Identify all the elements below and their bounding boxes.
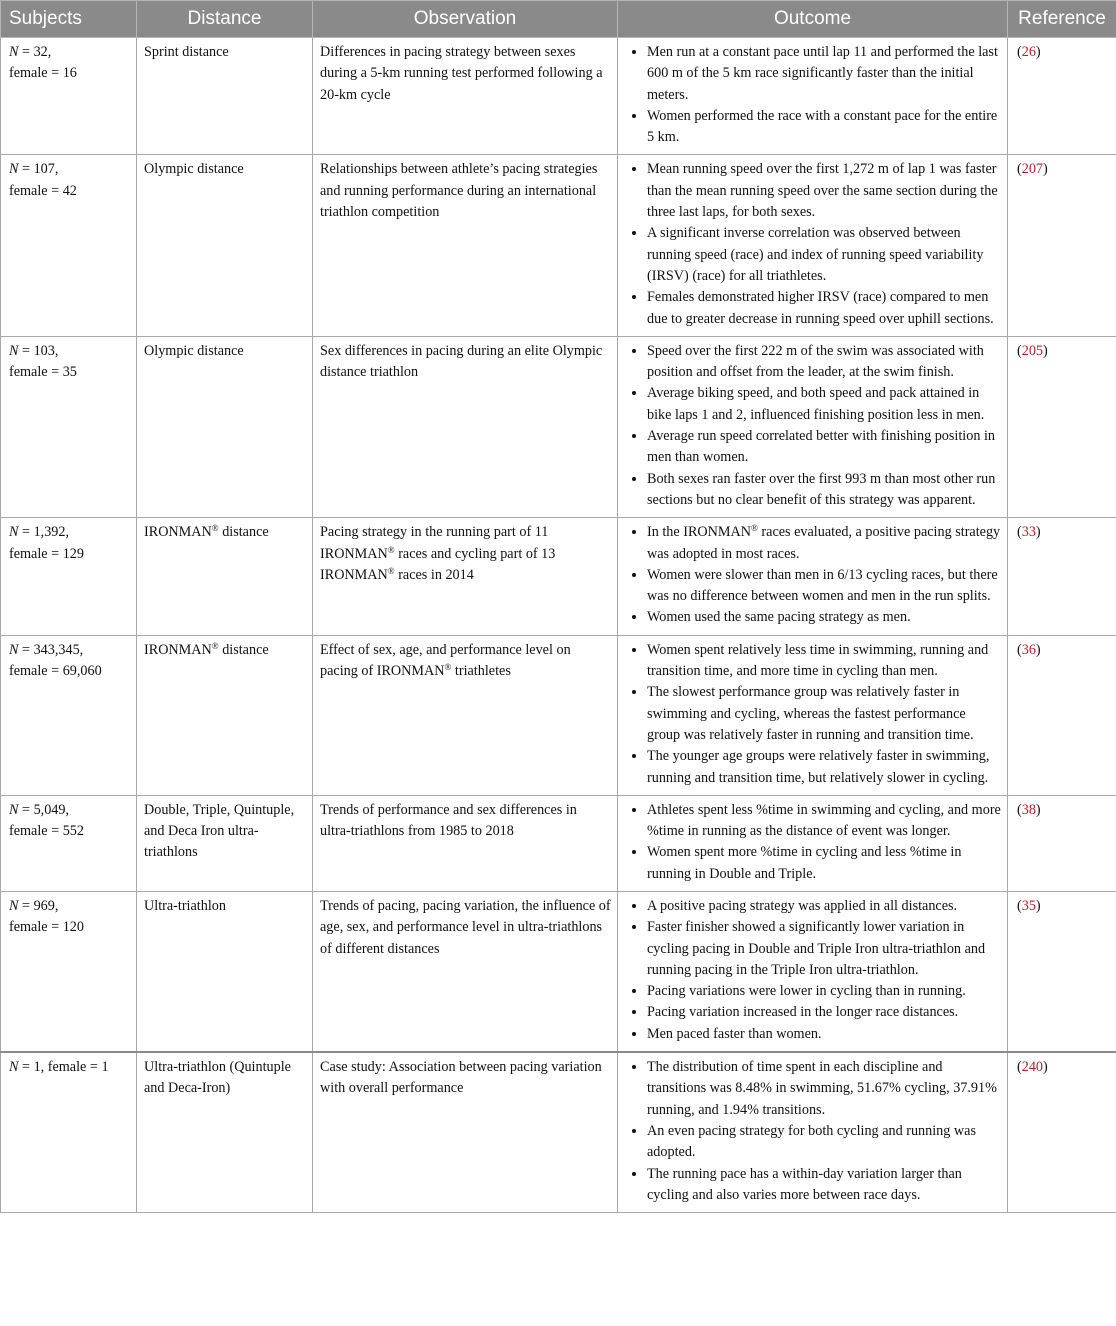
outcome-text: The slowest performance group was relatively faster in swimming and cycling, whereas the fastest performance group was relatively faster in running and transition time.: [647, 684, 974, 743]
n-symbol: N: [9, 641, 19, 658]
reference-link[interactable]: 38: [1021, 801, 1036, 818]
subjects-female: female = 42: [9, 182, 77, 199]
outcome-item: [647, 565, 1001, 608]
reference-paren-close: ): [1035, 897, 1041, 914]
outcome-cell: [618, 635, 1008, 795]
subjects-cell: [1, 155, 137, 336]
reference-paren-open: (: [1017, 342, 1022, 359]
reference-cell: [1008, 795, 1116, 891]
observation-text: Pacing strategy in the running part of 11 IRONMAN: [320, 524, 549, 562]
reference-paren-open: (: [1017, 897, 1022, 914]
subjects-count: = 1,392,: [18, 524, 70, 541]
distance-text: Sprint distance: [144, 44, 229, 60]
registered-mark: ®: [387, 544, 395, 555]
observation-cell: [313, 795, 618, 891]
outcome-text: Women spent more %time in cycling and less %time in running in Double and Triple.: [647, 844, 962, 882]
outcome-text: Both sexes ran faster over the first 993 m than most other run sections but no clear benefit of this strategy was apparent.: [647, 470, 996, 508]
subjects-count: = 5,049,: [18, 801, 70, 818]
observation-text: Trends of pacing, pacing variation, the influence of age, sex, and performance level in ultra-triathlons of different distances: [320, 897, 611, 957]
header-subjects: Subjects: [1, 1, 137, 38]
distance-cell: [137, 891, 313, 1052]
reference-paren-close: ): [1035, 524, 1041, 541]
outcome-cell: [618, 518, 1008, 635]
reference-paren-close: ): [1043, 161, 1048, 178]
outcome-item: [647, 159, 1001, 223]
outcome-list: [625, 896, 1001, 1045]
n-symbol: N: [9, 1059, 19, 1076]
outcome-item: [647, 981, 1001, 1002]
observation-text: races and cycling part of 13 IRONMAN: [320, 545, 556, 583]
outcome-text: Women were slower than men in 6/13 cycling races, but there was no difference between women and men in the run splits.: [647, 566, 998, 605]
outcome-item: [647, 287, 1001, 330]
outcome-text: A significant inverse correlation was observed between running speed (race) and index of running speed variability (IRSV) (race) for all triathletes.: [647, 225, 984, 284]
reference-link[interactable]: 207: [1021, 161, 1044, 178]
n-symbol: N: [9, 801, 19, 818]
outcome-cell: [618, 336, 1008, 517]
distance-cell: [137, 1052, 313, 1213]
n-symbol: N: [9, 342, 19, 359]
reference-paren-close: ): [1035, 44, 1041, 60]
observation-text: Case study: Association between pacing variation with overall performance: [320, 1059, 602, 1097]
table-row: [1, 795, 1116, 891]
outcome-list: [625, 1057, 1001, 1206]
reference-cell: [1008, 38, 1116, 155]
outcome-item: [647, 1002, 1001, 1023]
outcome-item: [647, 1057, 1001, 1121]
distance-cell: [137, 336, 313, 517]
reference-link[interactable]: 36: [1021, 641, 1036, 658]
outcome-text: Average biking speed, and both speed and pack attained in bike laps 1 and 2, influenced finishing position less in men.: [647, 385, 985, 423]
distance-text: distance: [218, 641, 269, 658]
outcome-list: [625, 640, 1001, 789]
outcome-text: Pacing variation increased in the longer race distances.: [647, 1004, 959, 1021]
reference-link[interactable]: 205: [1021, 342, 1044, 359]
outcome-item: [647, 896, 1001, 917]
subjects-female: female = 35: [9, 364, 77, 381]
outcome-list: [625, 159, 1001, 329]
n-symbol: N: [9, 161, 19, 178]
outcome-list: [625, 42, 1001, 148]
header-observation: Observation: [313, 1, 618, 38]
subjects-cell: [1, 795, 137, 891]
reference-cell: [1008, 155, 1116, 336]
outcome-text: races evaluated, a positive pacing strategy was adopted in most races.: [647, 524, 1001, 562]
subjects-count: = 103,: [18, 342, 59, 359]
subjects-count: = 107,: [18, 161, 59, 178]
outcome-list: [625, 522, 1001, 628]
table-row: [1, 38, 1116, 155]
outcome-cell: [618, 891, 1008, 1052]
outcome-list: [625, 341, 1001, 511]
outcome-list: [625, 800, 1001, 885]
observation-cell: [313, 155, 618, 336]
outcome-text: Men run at a constant pace until lap 11 and performed the last 600 m of the 5 km race significantly faster than the initial meters.: [647, 44, 998, 103]
observation-text: Sex differences in pacing during an elite Olympic distance triathlon: [320, 342, 603, 381]
distance-cell: [137, 38, 313, 155]
table-row: [1, 635, 1116, 795]
outcome-text: Athletes spent less %time in swimming and cycling, and more %time in running as the distance of event was longer.: [647, 801, 1001, 840]
subjects-count: = 969,: [18, 897, 59, 914]
outcome-text: Females demonstrated higher IRSV (race) compared to men due to greater decrease in running speed over uphill sections.: [647, 289, 994, 327]
outcome-text: The running pace has a within-day variation larger than cycling and also varies more between race days.: [647, 1165, 962, 1203]
outcome-text: A positive pacing strategy was applied in all distances.: [647, 897, 958, 914]
observation-cell: [313, 518, 618, 635]
outcome-text: Women performed the race with a constant pace for the entire 5 km.: [647, 107, 998, 146]
reference-link[interactable]: 240: [1021, 1059, 1044, 1076]
table-row: [1, 336, 1116, 517]
outcome-text: An even pacing strategy for both cycling and running was adopted.: [647, 1122, 976, 1161]
header-outcome: Outcome: [618, 1, 1008, 38]
reference-link[interactable]: 33: [1021, 524, 1036, 541]
outcome-item: [647, 469, 1001, 512]
outcome-item: [647, 746, 1001, 789]
distance-text: Olympic distance: [144, 342, 244, 359]
observation-text: triathletes: [451, 663, 511, 680]
n-symbol: N: [9, 897, 19, 914]
outcome-item: [647, 800, 1001, 843]
distance-cell: [137, 155, 313, 336]
subjects-female: female = 69,060: [9, 663, 102, 680]
outcome-item: [647, 106, 1001, 149]
reference-paren-open: (: [1017, 161, 1022, 178]
subjects-cell: [1, 38, 137, 155]
outcome-item: [647, 426, 1001, 469]
registered-mark: ®: [444, 662, 452, 673]
outcome-text: The distribution of time spent in each discipline and transitions was 8.48% in swimming, 51.67% cycling, 37.91% running, and 1.94% transitions.: [647, 1059, 997, 1118]
reference-link[interactable]: 35: [1021, 897, 1036, 914]
outcome-item: [647, 341, 1001, 384]
reference-paren-open: (: [1017, 44, 1022, 60]
reference-paren-open: (: [1017, 641, 1022, 658]
outcome-text: Faster finisher showed a significantly lower variation in cycling pacing in Double and Triple Iron ultra-triathlon and running pacing in the Triple Iron ultra-triathlon.: [647, 919, 986, 978]
outcome-item: [647, 682, 1001, 746]
outcome-item: [647, 640, 1001, 683]
reference-cell: [1008, 518, 1116, 635]
observation-cell: [313, 1052, 618, 1213]
outcome-item: [647, 522, 1001, 565]
table-header-row: [1, 1, 1116, 38]
observation-cell: [313, 336, 618, 517]
outcome-item: [647, 383, 1001, 426]
subjects-count: = 32,: [18, 44, 52, 60]
subjects-cell: [1, 336, 137, 517]
distance-cell: [137, 518, 313, 635]
n-symbol: N: [9, 44, 19, 60]
registered-mark: ®: [751, 523, 758, 534]
outcome-text: Women spent relatively less time in swimming, running and transition time, and more time in cycling than men.: [647, 641, 989, 680]
outcome-text: Speed over the first 222 m of the swim was associated with position and offset from the leader, at the swim finish.: [647, 342, 984, 381]
distance-text: Ultra-triathlon (Quintuple and Deca-Iron): [144, 1059, 291, 1097]
reference-paren-close: ): [1043, 342, 1048, 359]
distance-text: IRONMAN: [144, 524, 212, 541]
observation-text: Effect of sex, age, and performance level on pacing of IRONMAN: [320, 641, 571, 680]
outcome-cell: [618, 795, 1008, 891]
distance-text: Ultra-triathlon: [144, 897, 226, 914]
table-row: [1, 155, 1116, 336]
header-reference: Reference: [1008, 1, 1116, 38]
outcome-text: Mean running speed over the first 1,272 m of lap 1 was faster than the mean running speed over the same section during the three last laps, for both sexes.: [647, 161, 998, 221]
subjects-female: female = 120: [9, 919, 84, 936]
reference-cell: [1008, 635, 1116, 795]
reference-link[interactable]: 26: [1021, 44, 1036, 60]
outcome-item: [647, 1024, 1001, 1045]
reference-paren-close: ): [1035, 641, 1041, 658]
table-row: [1, 1052, 1116, 1213]
registered-mark: ®: [387, 565, 395, 576]
outcome-item: [647, 917, 1001, 981]
outcome-text: Women used the same pacing strategy as men.: [647, 609, 911, 626]
outcome-item: [647, 1121, 1001, 1164]
subjects-cell: [1, 518, 137, 635]
subjects-female: female = 552: [9, 823, 84, 840]
subjects-cell: [1, 1052, 137, 1213]
reference-paren-open: (: [1017, 1059, 1022, 1076]
outcome-text: Men paced faster than women.: [647, 1025, 822, 1042]
outcome-cell: [618, 38, 1008, 155]
outcome-cell: [618, 155, 1008, 336]
observation-cell: [313, 891, 618, 1052]
outcome-item: [647, 607, 1001, 628]
outcome-text: Pacing variations were lower in cycling than in running.: [647, 983, 966, 1000]
reference-cell: [1008, 1052, 1116, 1213]
distance-text: Olympic distance: [144, 161, 244, 178]
subjects-female: female = 129: [9, 545, 84, 562]
table-body: [1, 38, 1116, 1213]
observation-text: Relationships between athlete’s pacing strategies and running performance during an international triathlon competition: [320, 161, 598, 221]
outcome-cell: [618, 1052, 1008, 1213]
distance-text: distance: [218, 524, 269, 541]
outcome-item: [647, 42, 1001, 106]
distance-text: IRONMAN: [144, 641, 212, 658]
reference-cell: [1008, 891, 1116, 1052]
observation-cell: [313, 38, 618, 155]
n-symbol: N: [9, 524, 19, 541]
reference-paren-open: (: [1017, 524, 1022, 541]
observation-cell: [313, 635, 618, 795]
reference-paren-close: ): [1043, 1059, 1048, 1076]
distance-text: Double, Triple, Quintuple, and Deca Iron ultra-triathlons: [144, 801, 295, 861]
header-distance: Distance: [137, 1, 313, 38]
subjects-cell: [1, 635, 137, 795]
reference-paren-close: ): [1035, 801, 1041, 818]
table-row: [1, 518, 1116, 635]
outcome-item: [647, 1164, 1001, 1207]
table-row: [1, 891, 1116, 1052]
reference-paren-open: (: [1017, 801, 1022, 818]
subjects-count: = 343,345,: [18, 641, 84, 658]
observation-text: races in 2014: [394, 566, 474, 583]
observation-text: Trends of performance and sex differences in ultra-triathlons from 1985 to 2018: [320, 801, 577, 840]
outcome-item: [647, 223, 1001, 287]
registered-mark: ®: [211, 640, 219, 651]
observation-text: Differences in pacing strategy between sexes during a 5-km running test performed following a 20-km cycle: [320, 44, 603, 103]
subjects-cell: [1, 891, 137, 1052]
reference-cell: [1008, 336, 1116, 517]
outcome-text: Average run speed correlated better with finishing position in men than women.: [647, 428, 996, 466]
outcome-item: [647, 842, 1001, 885]
outcome-text: The younger age groups were relatively faster in swimming, running and transition time, but relatively slower in cycling.: [647, 748, 990, 786]
subjects-count: = 1, female = 1: [18, 1059, 109, 1076]
distance-cell: [137, 635, 313, 795]
registered-mark: ®: [211, 523, 219, 534]
distance-cell: [137, 795, 313, 891]
outcome-text: In the IRONMAN: [647, 524, 752, 541]
subjects-female: female = 16: [9, 65, 77, 82]
